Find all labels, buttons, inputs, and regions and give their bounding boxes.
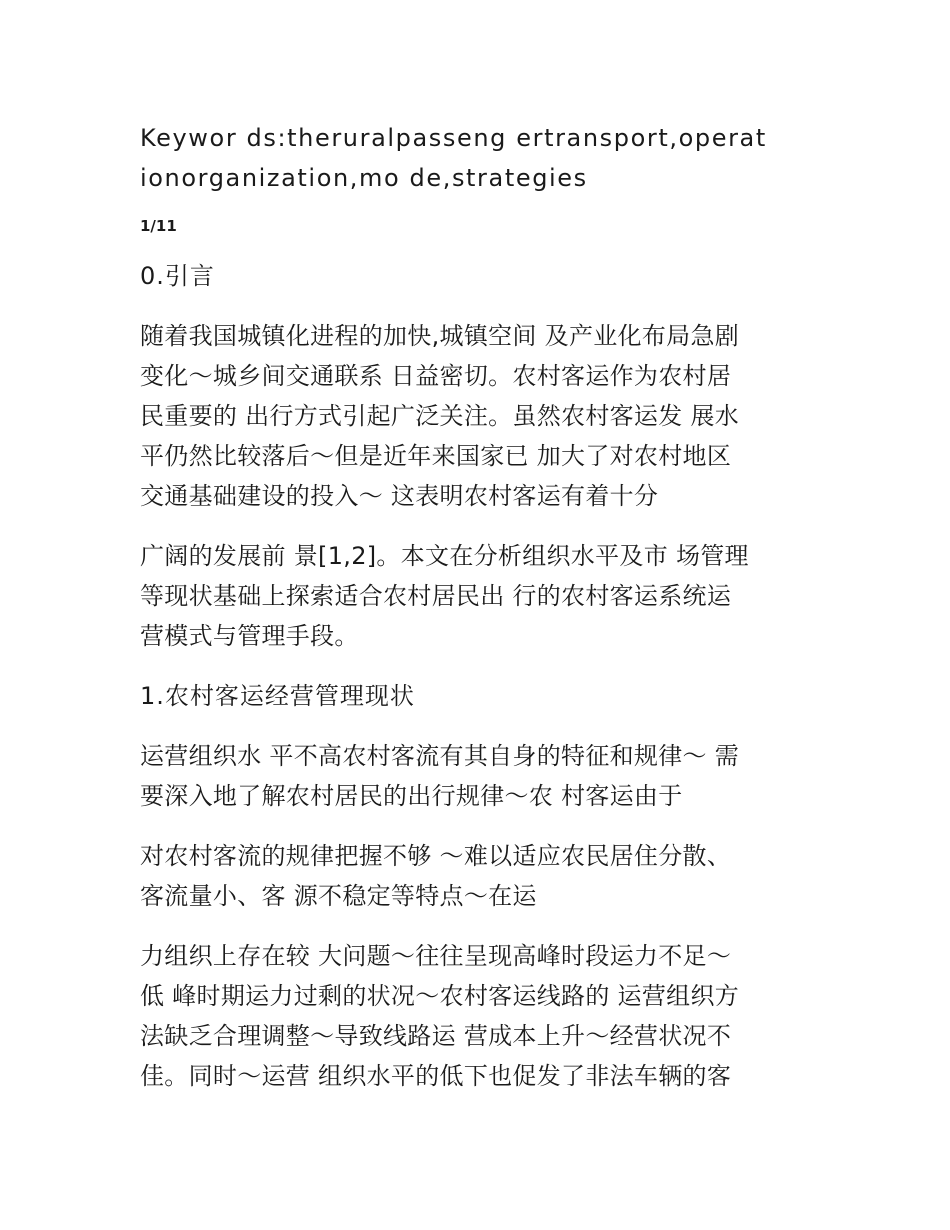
text-line: 广阔的发展前 景[1,2]。本文在分析组织水平及市 场管理 <box>140 542 749 570</box>
keywords-block <box>140 118 810 198</box>
text-line: 民重要的 出行方式引起广泛关注。虽然农村客运发 展水 <box>140 402 740 430</box>
text-line: 力组织上存在较 大问题～往往呈现高峰时段运力不足～ <box>140 942 732 970</box>
page-number: 1/11 <box>140 217 177 235</box>
document-page <box>140 118 820 1096</box>
text-line: 等现状基础上探索适合农村居民出 行的农村客运系统运 <box>140 582 732 610</box>
section-heading-status: 1.农村客运经营管理现状 <box>140 682 415 710</box>
keywords-line: Keywor ds:theruralpasseng ertransport,operat <box>140 124 767 152</box>
keywords-line: ionorganization,mo de,strategies <box>140 164 588 192</box>
text-line: 平仍然比较落后～但是近年来国家已 加大了对农村地区 <box>140 442 732 470</box>
text-line: 对农村客流的规律把握不够 ～难以适应农民居住分散、 <box>140 842 732 870</box>
text-line: 佳。同时～运营 组织水平的低下也促发了非法车辆的客 <box>140 1062 732 1090</box>
text-line: 客流量小、客 源不稳定等特点～在运 <box>140 882 537 910</box>
paragraph <box>140 536 820 656</box>
text-line: 营模式与管理手段。 <box>140 622 359 650</box>
text-line: 运营组织水 平不高农村客流有其自身的特征和规律～ 需 <box>140 742 740 770</box>
text-line: 要深入地了解农村居民的出行规律～农 村客运由于 <box>140 782 683 810</box>
text-line: 交通基础建设的投入～ 这表明农村客运有着十分 <box>140 482 659 510</box>
text-line: 变化～城乡间交通联系 日益密切。农村客运作为农村居 <box>140 362 732 390</box>
paragraph <box>140 936 820 1096</box>
paragraph <box>140 836 820 916</box>
text-line: 法缺乏合理调整～导致线路运 营成本上升～经营状况不 <box>140 1022 732 1050</box>
section-heading-introduction: 0.引言 <box>140 262 215 290</box>
text-line: 随着我国城镇化进程的加快,城镇空间 及产业化布局急剧 <box>140 322 740 350</box>
text-line: 低 峰时期运力过剩的状况～农村客运线路的 运营组织方 <box>140 982 740 1010</box>
paragraph <box>140 736 820 816</box>
paragraph <box>140 316 820 516</box>
